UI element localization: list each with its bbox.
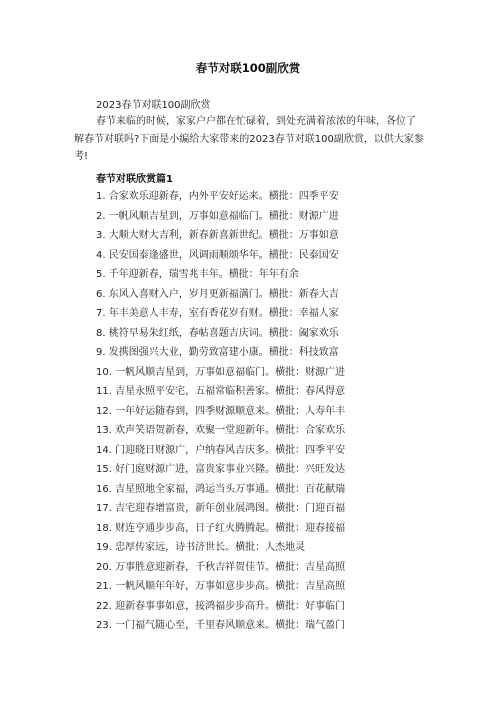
couplet-item: 2. 一帆风顺吉星到，万事如意福临门。横批：财源广进 bbox=[96, 210, 339, 222]
section-heading: 春节对联欣赏篇1 bbox=[96, 174, 173, 185]
couplet-item: 6. 东风入喜财入户，岁月更新福满门。横批：新春大吉 bbox=[96, 288, 339, 300]
couplet-item: 21. 一帆风顺年年好，万事如意步步高。横批：吉星高照 bbox=[96, 581, 346, 592]
couplet-item: 17. 吉宅迎春增富贵，新年创业展鸿图。横批：门迎百福 bbox=[96, 503, 346, 514]
couplet-item: 16. 吉星照地全家福，鸿运当头万事通。横批：百花献瑞 bbox=[96, 483, 346, 495]
couplet-item: 1. 合家欢乐迎新春，内外平安好运来。横批：四季平安 bbox=[96, 191, 339, 202]
couplet-item: 20. 万事胜意迎新春，千秋吉祥贺佳节。横批：吉星高照 bbox=[96, 561, 346, 573]
couplet-list bbox=[96, 187, 345, 636]
couplet-item: 19. 忠厚传家远，诗书济世长。横批：人杰地灵 bbox=[96, 542, 306, 553]
document-subtitle: 2023春节对联100副欣赏 bbox=[96, 100, 211, 111]
couplet-item: 23. 一门福气随心至，千里春风顺意来。横批：瑞气盈门 bbox=[96, 620, 346, 631]
couplet-item: 18. 财连亨通步步高，日子红火腾腾起。横批：迎春接福 bbox=[96, 522, 346, 534]
couplet-item: 15. 好门庭财源广进，富贵家事业兴隆。横批：兴旺发达 bbox=[96, 464, 346, 475]
couplet-item: 14. 门迎晓日财源广，户纳春风吉庆多。横批：四季平安 bbox=[96, 444, 346, 456]
couplet-item: 12. 一年好运随春到，四季财源顺意来。横批：人寿年丰 bbox=[96, 405, 346, 417]
couplet-item: 22. 迎新春事事如意，接鸿福步步高升。横批：好事临门 bbox=[96, 600, 346, 612]
couplet-item: 5. 千年迎新春，瑞雪兆丰年。横批：年年有余 bbox=[96, 269, 299, 280]
document-title: 春节对联100副欣赏 bbox=[195, 61, 301, 75]
couplet-item: 10. 一帆风顺吉星到，万事如意福临门。横批：财源广进 bbox=[96, 366, 346, 378]
couplet-item: 4. 民安国泰逢盛世，风调雨顺颂华年。横批：民泰国安 bbox=[96, 249, 339, 261]
couplet-item: 13. 欢声笑语贺新春，欢聚一堂迎新年。横批：合家欢乐 bbox=[96, 425, 346, 436]
intro-paragraph: 春节来临的时候，家家户户都在忙碌着，到处充满着浓浓的年味，各位了解春节对联吗?下面是小编给大家带来的2023春节对联100副欣赏，以供大家参考! bbox=[74, 116, 424, 162]
couplet-item: 11. 吉星永照平安宅，五福常临积善家。横批：春风得意 bbox=[96, 386, 346, 397]
couplet-item: 7. 年丰美意人丰寿，室有香花岁有财。横批：幸福人家 bbox=[96, 308, 339, 319]
couplet-item: 8. 桃符早易朱红纸，春帖喜题吉庆词。横批：阖家欢乐 bbox=[96, 327, 339, 339]
couplet-item: 3. 大顺大财大吉利，新春新喜新世纪。横批：万事如意 bbox=[96, 230, 339, 241]
couplet-item: 9. 发携图强兴大业，勤劳致富建小康。横批：科技致富 bbox=[96, 347, 339, 358]
